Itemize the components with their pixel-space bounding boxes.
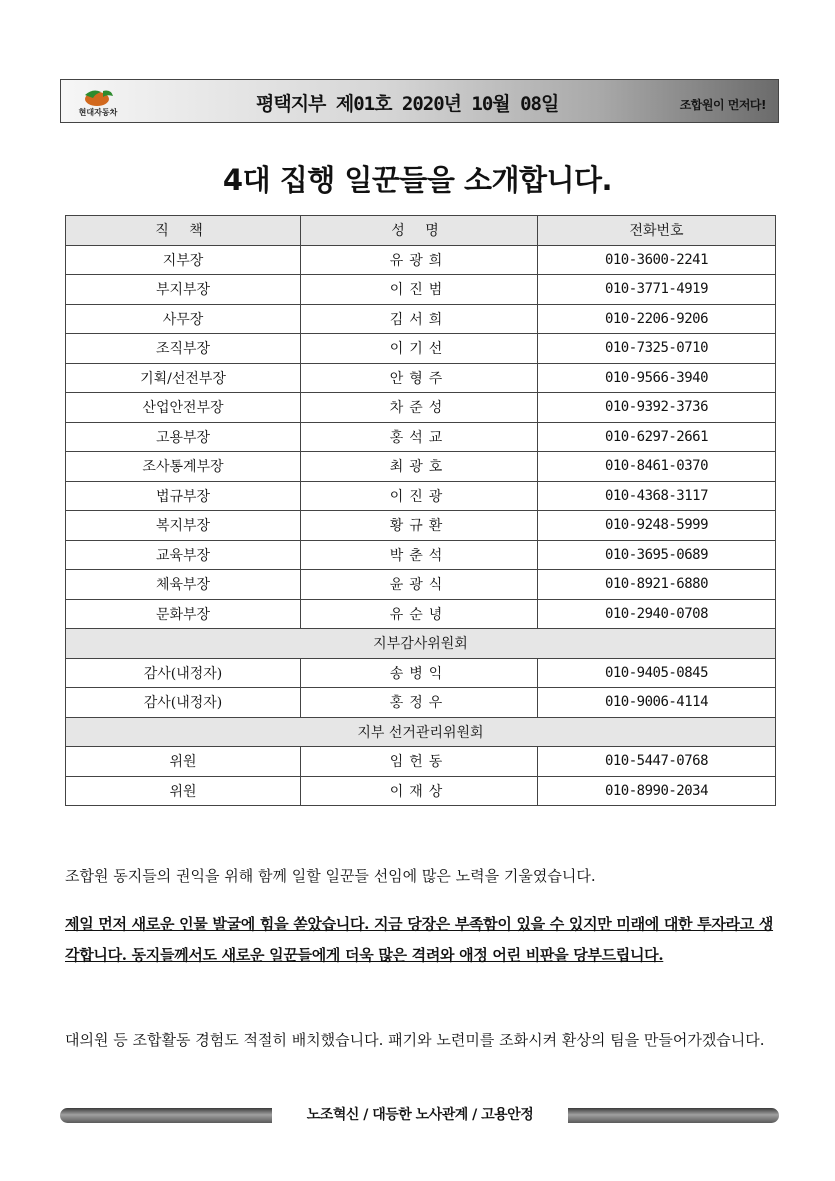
table-row [66, 658, 776, 688]
role-cell: 법규부장 [66, 481, 301, 511]
table-row [66, 334, 776, 364]
table-row [66, 540, 776, 570]
page-title: 4대 집행 일꾼들을 소개합니다. [222, 163, 613, 197]
election-committee-heading: 지부 선거관리위원회 [66, 717, 776, 747]
union-logo [67, 86, 129, 118]
role-cell: 위원 [66, 776, 301, 806]
name-cell: 박춘석 [301, 540, 538, 570]
roster-body [66, 245, 776, 806]
newsletter-issue-title: 평택지부 제01호 2020년 10월 08일 [256, 93, 559, 115]
role-cell: 위원 [66, 747, 301, 777]
audit-committee-heading: 지부감사위원회 [66, 629, 776, 659]
table-row [66, 747, 776, 777]
column-header-role: 직 책 [66, 216, 301, 246]
phone-cell: 010-2940-0708 [538, 599, 776, 629]
role-cell: 기획/선전부장 [66, 363, 301, 393]
paragraph-closing: 대의원 등 조합활동 경험도 적절히 배치했습니다. 패기와 노련미를 조화시켜 환상의 팀을 만들어가겠습니다. [65, 1031, 765, 1049]
role-cell: 문화부장 [66, 599, 301, 629]
name-cell: 이재상 [301, 776, 538, 806]
table-row [66, 511, 776, 541]
name-cell: 이진광 [301, 481, 538, 511]
table-row [66, 688, 776, 718]
table-row [66, 304, 776, 334]
phone-cell: 010-9566-3940 [538, 363, 776, 393]
name-cell: 임헌동 [301, 747, 538, 777]
role-cell: 고용부장 [66, 422, 301, 452]
table-header-row [66, 216, 776, 246]
footer-bar [60, 1104, 779, 1127]
name-cell: 홍석교 [301, 422, 538, 452]
name-cell: 이기선 [301, 334, 538, 364]
table-row [66, 245, 776, 275]
table-row [66, 481, 776, 511]
logo-text: 현대자동차 [78, 108, 118, 117]
header-slogan: 조합원이 먼저다! [679, 98, 766, 112]
role-cell: 조사통계부장 [66, 452, 301, 482]
phone-cell: 010-3771-4919 [538, 275, 776, 305]
phone-cell: 010-3695-0689 [538, 540, 776, 570]
role-cell: 감사(내정자) [66, 658, 301, 688]
phone-cell: 010-4368-3117 [538, 481, 776, 511]
audit-committee-row [66, 629, 776, 659]
name-cell: 유광희 [301, 245, 538, 275]
phone-cell: 010-8921-6880 [538, 570, 776, 600]
table-row [66, 570, 776, 600]
name-cell: 최광호 [301, 452, 538, 482]
name-cell: 유순녕 [301, 599, 538, 629]
role-cell: 지부장 [66, 245, 301, 275]
table-row [66, 363, 776, 393]
role-cell: 감사(내정자) [66, 688, 301, 718]
table-row [66, 599, 776, 629]
header-bar [60, 79, 779, 123]
phone-cell: 010-2206-9206 [538, 304, 776, 334]
phone-cell: 010-8461-0370 [538, 452, 776, 482]
role-cell: 산업안전부장 [66, 393, 301, 423]
phone-cell: 010-8990-2034 [538, 776, 776, 806]
name-cell: 안형주 [301, 363, 538, 393]
role-cell: 복지부장 [66, 511, 301, 541]
table-row [66, 275, 776, 305]
role-cell: 체육부장 [66, 570, 301, 600]
name-cell: 윤광식 [301, 570, 538, 600]
table-row [66, 776, 776, 806]
name-cell: 황규환 [301, 511, 538, 541]
phone-cell: 010-9006-4114 [538, 688, 776, 718]
name-cell: 차준성 [301, 393, 538, 423]
role-cell: 부지부장 [66, 275, 301, 305]
phone-cell: 010-6297-2661 [538, 422, 776, 452]
phone-cell: 010-9405-0845 [538, 658, 776, 688]
name-cell: 송병익 [301, 658, 538, 688]
election-committee-row [66, 717, 776, 747]
footer-slogan: 노조혁신 / 대등한 노사관계 / 고용안정 [272, 1104, 568, 1127]
phone-cell: 010-3600-2241 [538, 245, 776, 275]
column-header-phone: 전화번호 [538, 216, 776, 246]
phone-cell: 010-7325-0710 [538, 334, 776, 364]
column-header-name: 성 명 [301, 216, 538, 246]
role-cell: 사무장 [66, 304, 301, 334]
table-row [66, 452, 776, 482]
officer-roster-table [65, 215, 776, 806]
table-row [66, 393, 776, 423]
name-cell: 이진범 [301, 275, 538, 305]
phone-cell: 010-5447-0768 [538, 747, 776, 777]
name-cell: 홍정우 [301, 688, 538, 718]
table-row [66, 422, 776, 452]
role-cell: 조직부장 [66, 334, 301, 364]
name-cell: 김서희 [301, 304, 538, 334]
phone-cell: 010-9248-5999 [538, 511, 776, 541]
paragraph-intro: 조합원 동지들의 권익을 위해 함께 일할 일꾼들 선임에 많은 노력을 기울였습니다. [65, 867, 596, 885]
role-cell: 교육부장 [66, 540, 301, 570]
phone-cell: 010-9392-3736 [538, 393, 776, 423]
paragraph-emphasis: 제일 먼저 새로운 인물 발굴에 힘을 쏟았습니다. 지금 당장은 부족함이 있을 수 있지만 미래에 대한 투자라고 생각합니다. 동지들께서도 새로운 일꾼들에게 더욱 많은 격려와 애정 어린 비판을 당부드립니다. [65, 915, 774, 964]
